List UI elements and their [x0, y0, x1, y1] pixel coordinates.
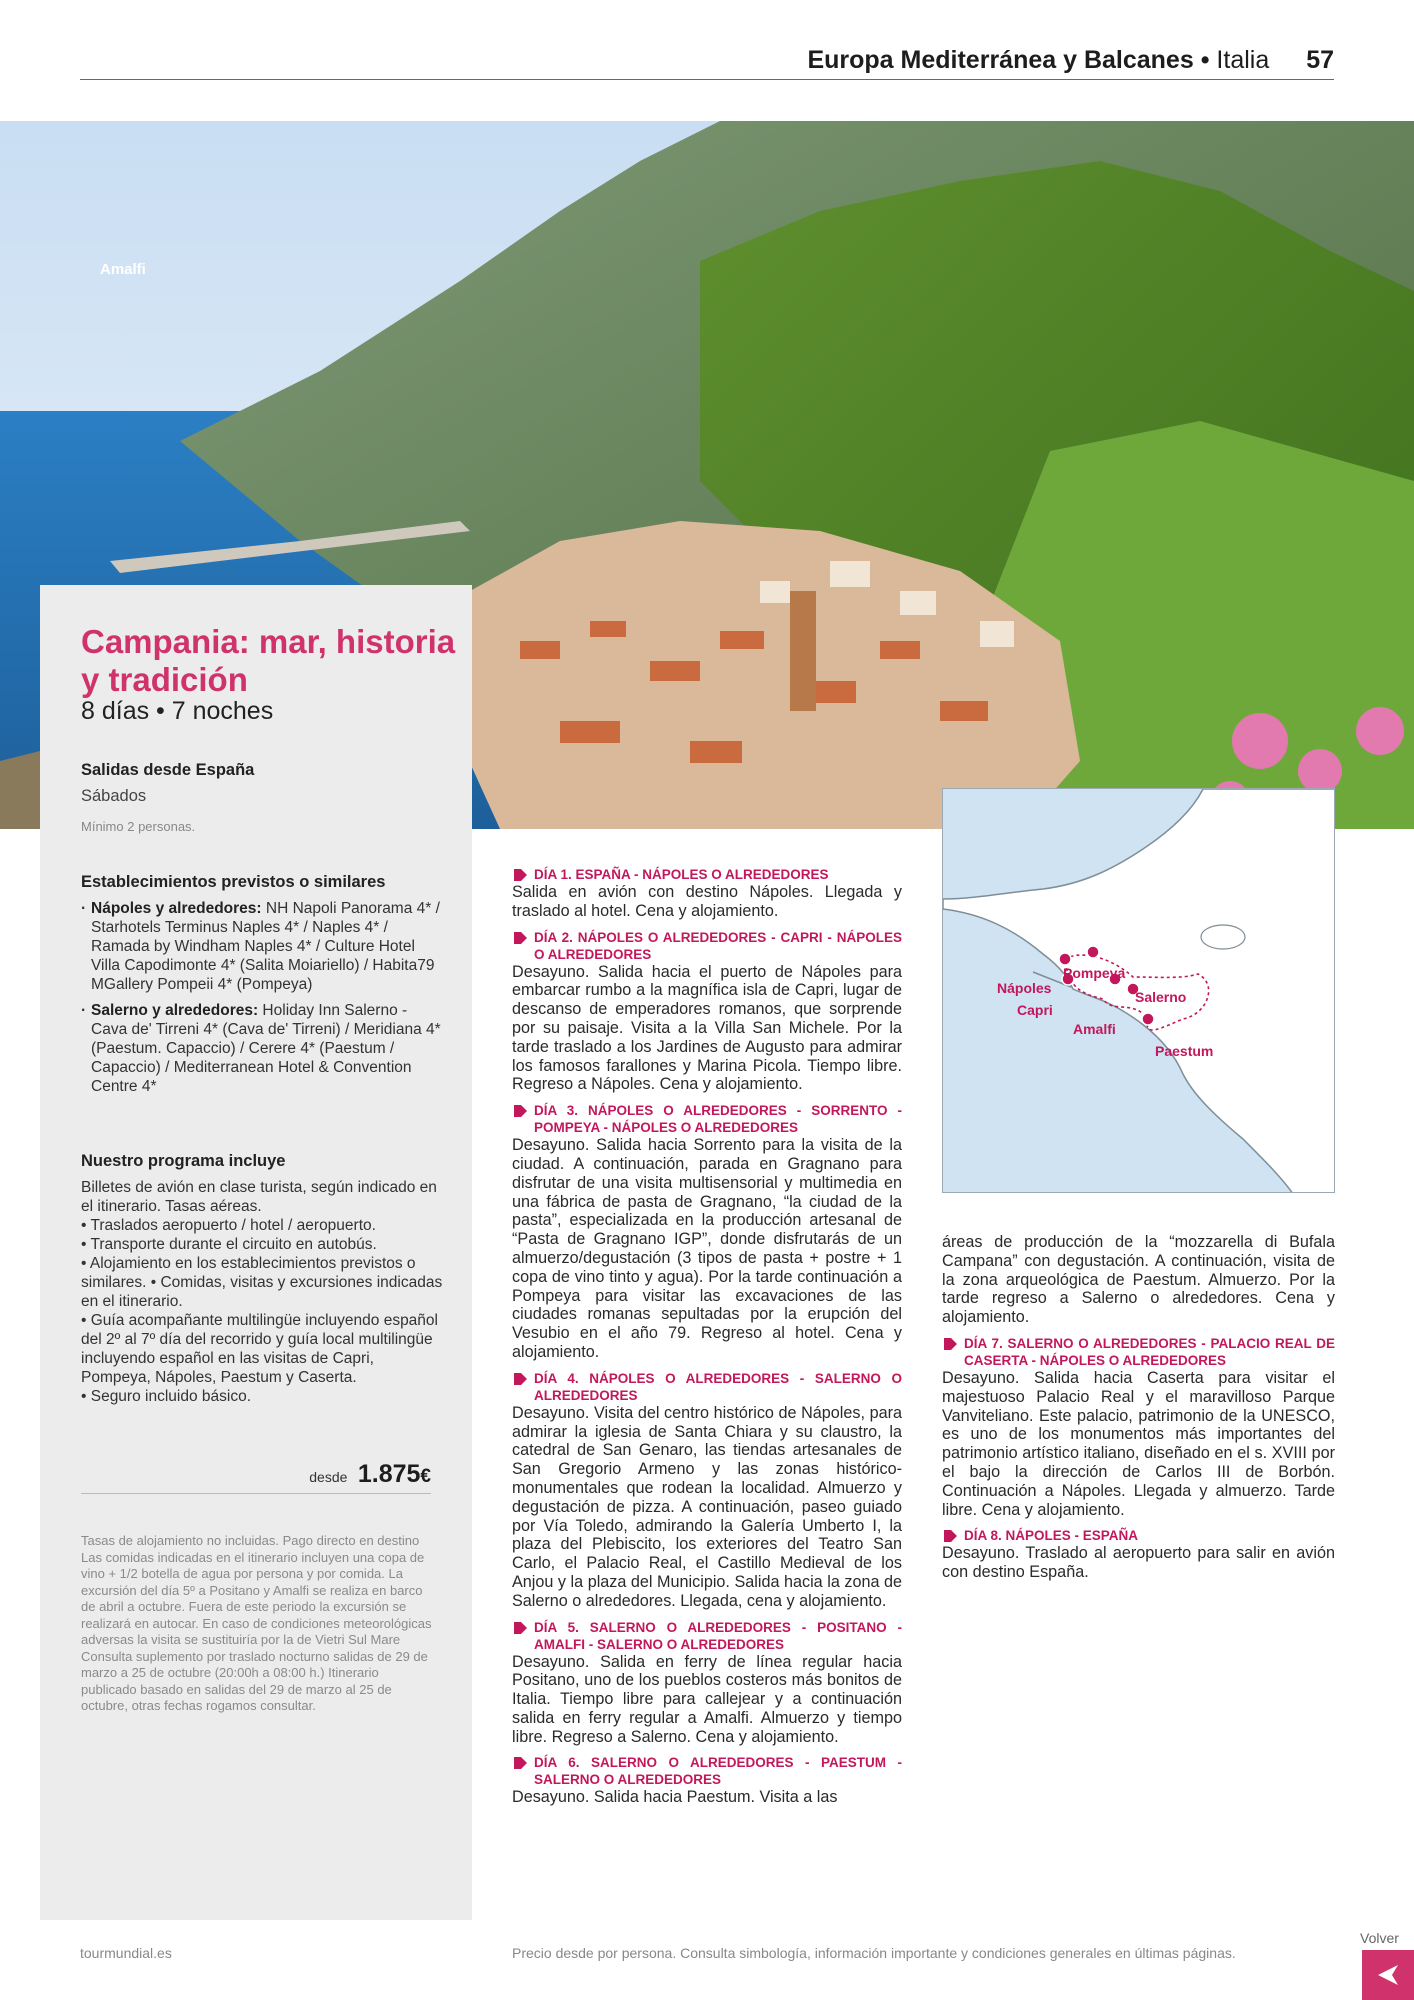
map-label-amalfi: Amalfi	[1073, 1021, 1116, 1037]
arrow-left-icon	[1375, 1962, 1401, 1988]
price-currency: €	[420, 1466, 431, 1487]
header-country: Italia	[1216, 46, 1270, 74]
price-value: 1.875	[357, 1460, 421, 1488]
trip-summary-panel	[40, 585, 472, 1920]
includes-item: Billetes de avión en clase turista, según indicado en el itinerario. Tasas aéreas.	[81, 1179, 437, 1215]
day-title-text: DÍA 7. SALERNO O ALREDEDORES - PALACIO REAL DE CASERTA - NÁPOLES O ALREDEDORES	[964, 1335, 1335, 1368]
header-section: Europa Mediterránea y Balcanes	[807, 46, 1194, 74]
stop-pompeya	[1087, 946, 1099, 958]
includes-item: • Guía acompañante multilingüe incluyendo español del 2º al 7º día del recorrido y guía local multilingüe incluyendo español en las visitas de Capri, Pompeya, Nápoles, Paestum y Caserta.	[81, 1312, 438, 1386]
map-label-paestum: Paestum	[1155, 1043, 1214, 1059]
includes-title: Nuestro programa incluye	[81, 1152, 286, 1170]
back-label[interactable]: Volver	[1360, 1930, 1399, 1946]
includes-item: • Traslados aeropuerto / hotel / aeropuerto.	[81, 1217, 376, 1234]
day-title-text: DÍA 2. NÁPOLES O ALREDEDORES - CAPRI - NÁPOLES O ALREDEDORES	[534, 929, 902, 962]
cathedral-tower	[790, 591, 816, 711]
footer-note: Precio desde por persona. Consulta simbología, información importante y condiciones generales en últimas páginas.	[512, 1945, 1236, 1961]
hotel-place: Nápoles y alrededores:	[91, 900, 262, 917]
trip-duration: 8 días • 7 noches	[81, 697, 274, 725]
includes-item: • Transporte durante el circuito en autobús.	[81, 1236, 377, 1253]
day-text: Desayuno. Salida en ferry de línea regular hacia Positano, uno de los pueblos costeros más bonitos de Italia. Tiempo libre para callejear y a continuación salida en ferry regular a Amalfi. Almuerzo y tiempo libre. Regreso a Salerno. Cena y alojamiento.	[512, 1652, 902, 1746]
day-title-text: DÍA 8. NÁPOLES - ESPAÑA	[964, 1528, 1139, 1544]
photo-caption: Amalfi	[100, 261, 146, 278]
page-header	[80, 44, 1334, 80]
day-title	[512, 929, 902, 963]
hotel-item	[81, 1001, 446, 1096]
route-map	[942, 788, 1335, 1193]
departures-title: Salidas desde España	[81, 761, 255, 779]
play-bullet-icon	[512, 930, 528, 946]
day-text: Desayuno. Traslado al aeropuerto para salir en avión con destino España.	[942, 1544, 1335, 1582]
itinerary-column-2	[942, 1233, 1335, 1584]
map-label-pompeya: Pompeya	[1063, 965, 1126, 981]
map-label-capri: Capri	[1017, 1002, 1053, 1018]
hotels-list	[81, 899, 446, 1103]
play-bullet-icon	[512, 1103, 528, 1119]
play-bullet-icon	[512, 1371, 528, 1387]
day-text: Desayuno. Salida hacia el puerto de Nápoles para embarcar rumbo a la magnífica isla de Capri, lugar de descanso de emperadores romanos, que sorprende por su paisaje. Visita a la Villa San Michele. Por la tarde traslado a los Jardines de Augusto para admirar los famosos farallones y Marina Picola. Tiempo libre. Regreso a Nápoles. Cena y alojamiento.	[512, 962, 902, 1094]
itinerary-column-1	[512, 866, 902, 1809]
map-lake	[1201, 925, 1245, 949]
header-separator: •	[1200, 46, 1210, 74]
stop-napoles	[1059, 953, 1071, 965]
hotel-item	[81, 899, 446, 994]
minimum-persons: Mínimo 2 personas.	[81, 819, 196, 834]
price-row	[81, 1460, 431, 1494]
hotel-place: Salerno y alrededores:	[91, 1002, 259, 1019]
stop-paestum	[1142, 1013, 1154, 1025]
page-number: 57	[1306, 46, 1334, 74]
day-title	[942, 1335, 1335, 1369]
day-title-text: DÍA 5. SALERNO O ALREDEDORES - POSITANO - AMALFI - SALERNO O ALREDEDORES	[534, 1619, 902, 1652]
map-label-salerno: Salerno	[1135, 989, 1187, 1005]
day-text: Desayuno. Salida hacia Sorrento para la visita de la ciudad. A continuación, parada en Gragnano para disfrutar de una visita multisensorial y multimedia en una fábrica de pasta de Gragnano, “la ciudad de la pasta”, especializada en la producción artesanal de “Pasta de Gragnano IGP”, donde disfrutarás de un almuerzo/degustación (3 tipos de pasta + postre + 1 copa de vino tinto y agua). Por la tarde continuación a Pompeya para visitar las excavaciones de las ciudades romanas sepultadas por la erupción del Vesubio en el año 79. Regreso al hotel. Cena y alojamiento.	[512, 1136, 902, 1361]
day-text: Desayuno. Visita del centro histórico de Nápoles, para admirar la iglesia de Santa Chiara y su claustro, la catedral de San Genaro, las tiendas artesanales de San Gregorio Armeno y las zonas histórico-monumentales que rodean la localidad. Almuerzo y degustación de pizza. A continuación, paseo guiado por Vía Toledo, admirando la Galería Umberto I, la plaza del Plebiscito, los exteriores del Teatro San Carlo, el Palacio Real, el Castillo Medieval de los Anjou y la plaza del Municipio. Salida hacia la zona de Salerno o alrededores. Llegada, cena y alojamiento.	[512, 1403, 902, 1610]
day-title-text: DÍA 1. ESPAÑA - NÁPOLES O ALREDEDORES	[534, 867, 829, 882]
play-bullet-icon	[512, 1755, 528, 1771]
hotel-text: Holiday Inn Salerno - Cava de' Tirreni 4* (Cava de' Tirreni) / Meridiana 4* (Paestum. Capaccio) / Cerere 4* (Paestum / Capaccio) / Mediterranean Hotel & Convention Centre 4*	[91, 1002, 441, 1095]
day-title	[512, 1370, 902, 1404]
day-title-text: DÍA 4. NÁPOLES O ALREDEDORES - SALERNO O ALREDEDORES	[534, 1370, 902, 1403]
play-bullet-icon	[512, 1620, 528, 1636]
day-title	[942, 1527, 1335, 1544]
day-text: áreas de producción de la “mozzarella di Bufala Campana” con degustación. A continuación, visita de la zona arqueológica de Paestum. Almuerzo. Por la tarde regreso a Salerno o alrededores. Cena y alojamiento.	[942, 1233, 1335, 1327]
back-button[interactable]	[1362, 1950, 1414, 2000]
day-title	[512, 866, 902, 883]
hotels-title: Establecimientos previstos o similares	[81, 873, 386, 891]
fine-print-notes: Tasas de alojamiento no incluidas. Pago directo en destino Las comidas indicadas en el itinerario incluyen una copa de vino + 1/2 botella de agua por persona y por comida. La excursión del día 5º a Positano y Amalfi se realiza en barco de abril a octubre. Fuera de este periodo la excursión se realizará en autocar. En caso de condiciones meteorológicas adversas la visita se sustituiría por la de Vietri Sul Mare Consulta suplemento por traslado nocturno salidas de 29 de marzo a 25 de octubre (20:00h a 08:00 h.) Itinerario publicado basado en salidas del 29 de marzo al 25 de octubre, otras fechas rogamos consultar.	[81, 1533, 432, 1713]
price-label: desde	[309, 1469, 348, 1485]
day-text: Desayuno. Salida hacia Paestum. Visita a las	[512, 1788, 838, 1807]
play-bullet-icon	[512, 867, 528, 883]
trip-title: Campania: mar, historia y tradición	[81, 623, 456, 698]
day-title	[512, 1102, 902, 1136]
website-link[interactable]: tourmundial.es	[80, 1945, 172, 1961]
day-text: Desayuno. Salida hacia Caserta para visitar el majestuoso Palacio Real y el maravilloso Parque Vanviteliano. Este palacio, patrimonio de la UNESCO, es uno de los monumentos más importantes del patrimonio artístico italiano, diseñado en el s. XVIII por el bajo la dirección de Carlos III de Borbón. Continuación a Nápoles. Llegada y almuerzo. Tarde libre. Cena y alojamiento.	[942, 1368, 1335, 1519]
play-bullet-icon	[942, 1336, 958, 1352]
includes-item: • Alojamiento en los establecimientos previstos o similares. • Comidas, visitas y excursiones indicadas en el itinerario.	[81, 1255, 443, 1310]
day-title-text: DÍA 3. NÁPOLES O ALREDEDORES - SORRENTO - POMPEYA - NÁPOLES O ALREDEDORES	[534, 1103, 902, 1136]
day-title	[512, 1619, 902, 1653]
includes-item: • Seguro incluido básico.	[81, 1388, 252, 1405]
day-text: Salida en avión con destino Nápoles. Llegada y traslado al hotel. Cena y alojamiento.	[512, 883, 902, 920]
play-bullet-icon	[942, 1528, 958, 1544]
map-label-napoles: Nápoles	[997, 980, 1052, 996]
day-title	[512, 1754, 902, 1788]
header-title-group	[807, 46, 1334, 75]
departures-value: Sábados	[81, 787, 147, 805]
day-title-text: DÍA 6. SALERNO O ALREDEDORES - PAESTUM - SALERNO O ALREDEDORES	[534, 1755, 902, 1788]
includes-list	[81, 1178, 446, 1406]
hotel-text: NH Napoli Panorama 4* / Starhotels Terminus Naples 4* / Naples 4* / Ramada by Windham Naples 4* / Culture Hotel Villa Capodimonte 4* (Salita Moiariello) / Habita79 MGallery Pompeii 4* (Pompeya)	[91, 900, 440, 993]
